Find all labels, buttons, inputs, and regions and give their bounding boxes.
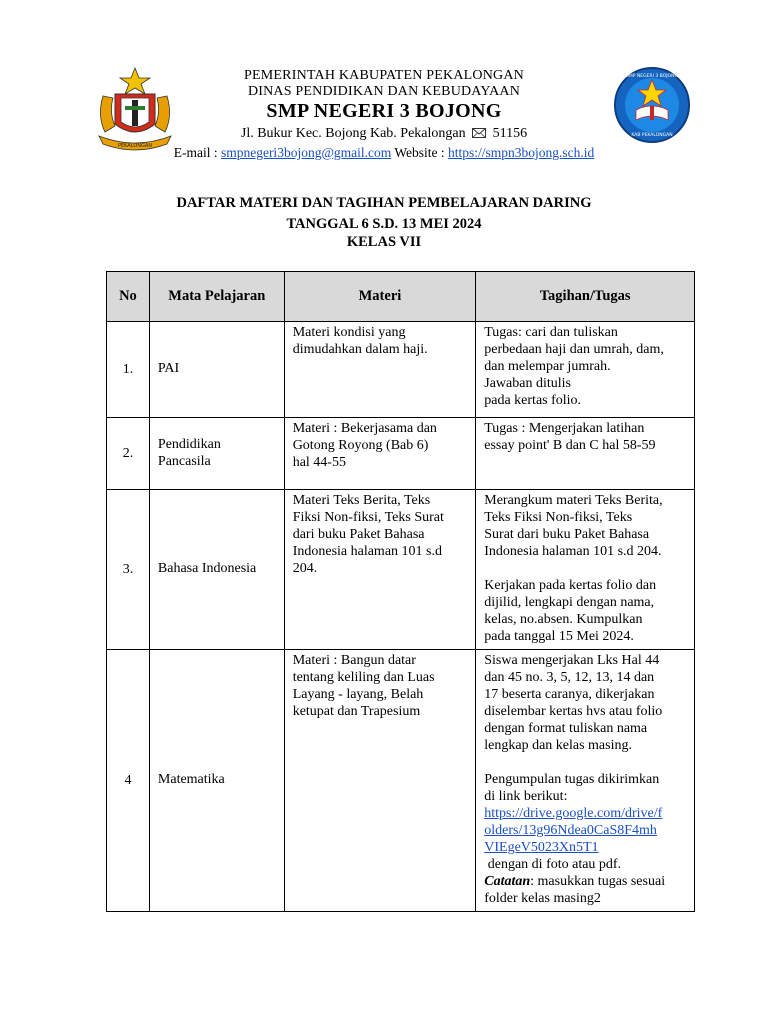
tugas-line: lengkap dan kelas masing.	[484, 738, 632, 753]
tugas-line: dan melempar jumrah.	[484, 359, 611, 374]
tugas-line: dengan di foto atau pdf.	[484, 857, 622, 872]
drive-link[interactable]: olders/13g96Ndea0CaS8F4mh	[484, 823, 657, 838]
document-class: KELAS VII	[346, 234, 422, 250]
row-materi	[284, 490, 476, 650]
tugas-line: di link berikut:	[484, 789, 568, 804]
drive-link[interactable]: VIEgeV5023Xn5T1	[484, 840, 599, 855]
materi-line: Fiksi Non-fiksi, Teks Surat	[292, 510, 444, 525]
tugas-line: kelas, no.absen. Kumpulkan	[484, 612, 643, 627]
table-row	[107, 650, 695, 912]
row-mapel: PAI	[149, 322, 284, 418]
contact-line	[150, 145, 618, 161]
materi-line: Gotong Royong (Bab 6)	[292, 438, 429, 453]
tugas-line: Teks Fiksi Non-fiksi, Teks	[484, 510, 633, 525]
materi-line: 204.	[292, 561, 318, 576]
tugas-line: dijilid, lengkapi dengan nama,	[484, 595, 655, 610]
catatan-label: Catatan	[484, 874, 531, 889]
tugas-line: Siswa mengerjakan Lks Hal 44	[484, 653, 660, 668]
website-link[interactable]: https://smpn3bojong.sch.id	[448, 145, 595, 160]
document-date: TANGGAL 6 S.D. 13 MEI 2024	[286, 216, 482, 232]
materi-line: Materi Teks Berita, Teks	[292, 493, 431, 508]
catatan-line	[484, 873, 686, 890]
table-row	[107, 418, 695, 490]
document-title: DAFTAR MATERI DAN TAGIHAN PEMBELAJARAN DARING	[176, 195, 592, 211]
table-header-row	[107, 272, 695, 322]
header-no: No	[107, 272, 150, 322]
tugas-line: pada kertas folio.	[484, 393, 582, 408]
drive-link[interactable]: https://drive.google.com/drive/f	[484, 806, 663, 821]
tugas-line: essay point' B dan C hal 58-59	[484, 438, 656, 453]
tugas-line: dengan format tuliskan nama	[484, 721, 648, 736]
tugas-line: Pengumpulan tugas dikirimkan	[484, 772, 660, 787]
tugas-line: folder kelas masing2	[484, 891, 601, 906]
tugas-line: perbedaan haji dan umrah, dam,	[484, 342, 664, 357]
row-tugas	[476, 650, 695, 912]
tugas-line: diselembar kertas hvs atau folio	[484, 704, 663, 719]
tugas-line: dan 45 no. 3, 5, 12, 13, 14 dan	[484, 670, 655, 685]
tugas-line: Surat dari buku Paket Bahasa	[484, 527, 650, 542]
header-tugas: Tagihan/Tugas	[476, 272, 695, 322]
website-label: Website :	[394, 145, 445, 160]
email-link[interactable]: smpnegeri3bojong@gmail.com	[220, 145, 392, 160]
table-row	[107, 490, 695, 650]
row-tugas	[476, 490, 695, 650]
catatan-text: : masukkan tugas sesuai	[530, 874, 666, 889]
row-no: 4	[107, 650, 150, 912]
row-mapel: Matematika	[149, 650, 284, 912]
materi-line: Materi kondisi yang	[292, 325, 406, 340]
row-mapel	[149, 418, 284, 490]
row-no: 1.	[107, 322, 150, 418]
tugas-line: Indonesia halaman 101 s.d 204.	[484, 544, 662, 559]
mapel-line: Pendidikan	[157, 436, 221, 452]
materi-line: tentang keliling dan Luas	[292, 670, 435, 685]
header-mapel: Mata Pelajaran	[149, 272, 284, 322]
row-materi	[284, 650, 476, 912]
row-no: 3.	[107, 490, 150, 650]
assignment-table	[106, 271, 695, 912]
logo-right-text: SMP NEGERI 3 BOJONG	[626, 74, 678, 79]
materi-line: Materi : Bekerjasama dan	[292, 421, 437, 436]
materi-line: ketupat dan Trapesium	[292, 704, 421, 719]
table-row	[107, 322, 695, 418]
tugas-line: Tugas: cari dan tuliskan	[484, 325, 618, 340]
tugas-line: Tugas : Mengerjakan latihan	[484, 421, 645, 436]
email-label: E-mail :	[173, 145, 218, 160]
tugas-line: pada tanggal 15 Mei 2024.	[484, 629, 634, 644]
school-name: SMP NEGERI 3 BOJONG	[266, 100, 502, 122]
row-tugas	[476, 418, 695, 490]
logo-left-text: PEKALONGAN	[117, 143, 153, 149]
materi-line: dari buku Paket Bahasa	[292, 527, 425, 542]
government-line: PEMERINTAH KABUPATEN PEKALONGAN	[244, 68, 524, 83]
header-materi: Materi	[284, 272, 476, 322]
tugas-line: 17 beserta caranya, dikerjakan	[484, 687, 655, 702]
postal-code: 51156	[492, 126, 528, 141]
department-line: DINAS PENDIDIKAN DAN KEBUDAYAAN	[247, 84, 521, 99]
tugas-line: Kerjakan pada kertas folio dan	[484, 578, 657, 593]
materi-line: dimudahkan dalam haji.	[292, 342, 428, 357]
row-materi	[284, 322, 476, 418]
tugas-line: Jawaban ditulis	[484, 376, 571, 391]
envelope-icon	[472, 128, 486, 138]
tugas-line: Merangkum materi Teks Berita,	[484, 493, 663, 508]
materi-line: Materi : Bangun datar	[292, 653, 416, 668]
materi-line: Indonesia halaman 101 s.d	[292, 544, 442, 559]
materi-line: Layang - layang, Belah	[292, 687, 424, 702]
address-text: Jl. Bukur Kec. Bojong Kab. Pekalongan	[240, 126, 466, 141]
materi-line: hal 44-55	[292, 455, 346, 470]
row-materi	[284, 418, 476, 490]
row-no: 2.	[107, 418, 150, 490]
row-mapel: Bahasa Indonesia	[149, 490, 284, 650]
school-logo	[612, 66, 692, 144]
logo-right-sub: KAB PEKALONGAN	[631, 133, 673, 138]
address-line	[150, 126, 618, 142]
mapel-line: Pancasila	[157, 453, 211, 469]
row-tugas	[476, 322, 695, 418]
